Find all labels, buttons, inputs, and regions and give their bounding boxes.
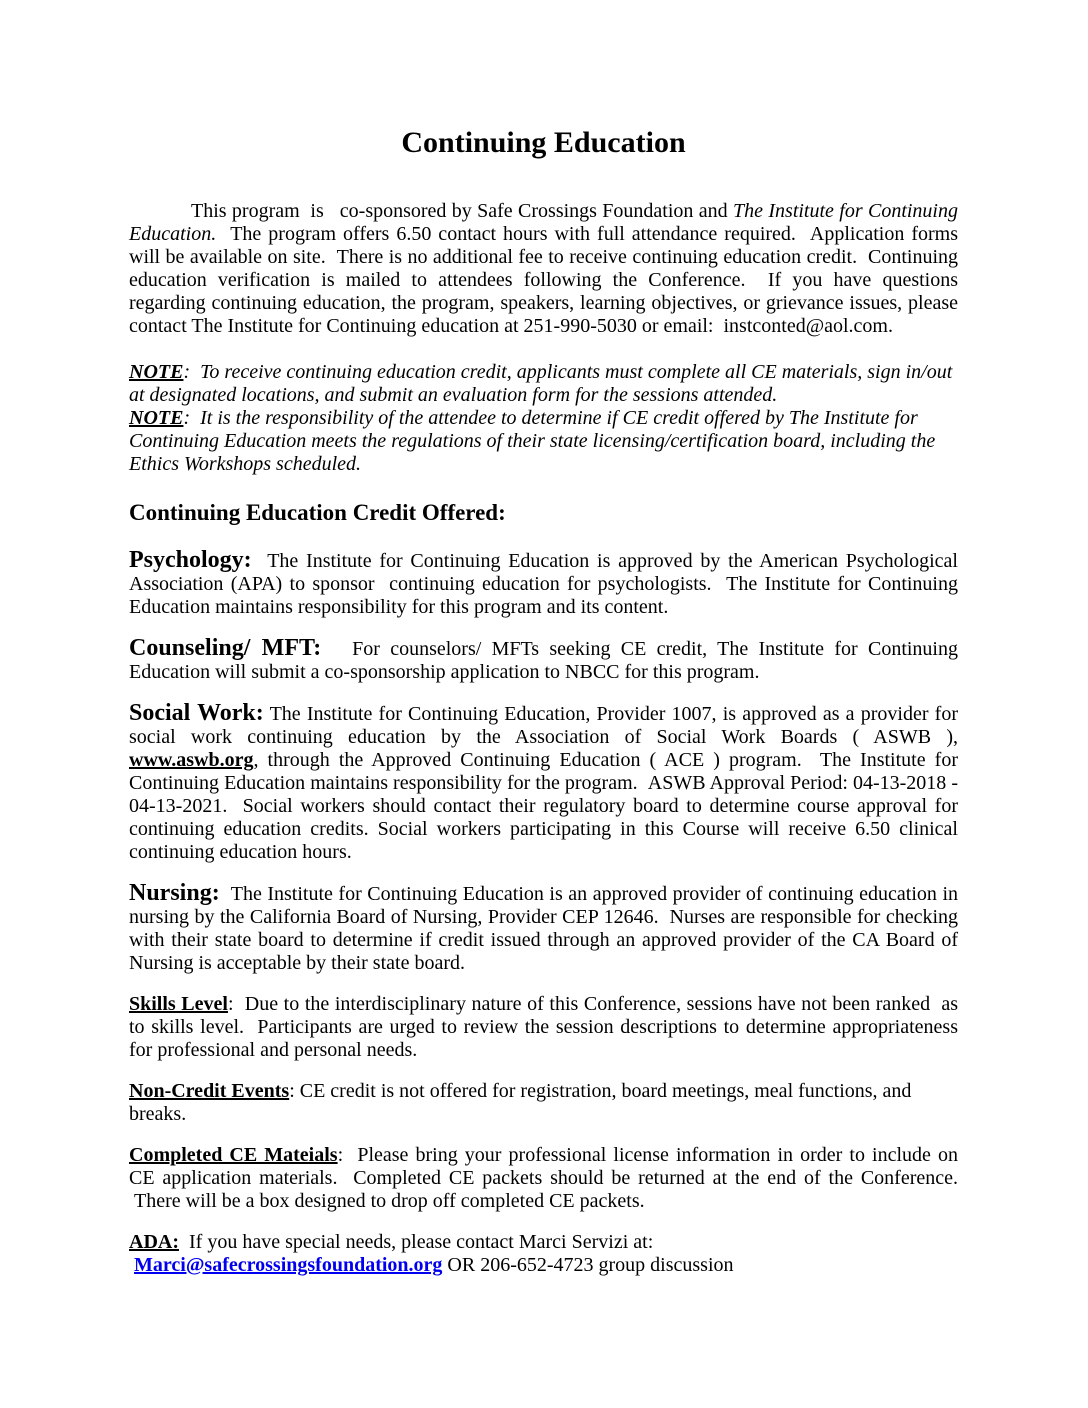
section-label-psychology: Psychology:: [129, 547, 252, 573]
note-separator: :: [183, 407, 201, 429]
aswb-website-link[interactable]: www.aswb.org: [129, 749, 254, 771]
section-text: The Institute for Continuing Education is approved by the American Psychological Association (APA) to sponsor continuing education for psychologists. The Institute for Continuing Education maintains responsibility for this program and its content.: [129, 550, 958, 618]
section-separator: :: [227, 993, 245, 1015]
section-text: The Institute for Continuing Education, Provider 1007, is approved as a provider for social work continuing education by the Association of Social Work Boards ( ASWB ),: [129, 703, 958, 748]
section-separator: :: [289, 1080, 300, 1102]
note-separator: :: [183, 361, 201, 383]
section-text: Please bring your professional license information in order to include on CE application materials. Completed CE packets should be returned at the end of the Conference. There will be a box designed to drop off completed CE packets.: [129, 1144, 959, 1212]
section-text: , through the Approved Continuing Education ( ACE ) program. The Institute for Continuing Education maintains responsibility for the program. ASWB Approval Period: 04-13-2018 - 04-13-2021. Social workers should contact their regulatory board to determine course approval for continuing education credits. Social workers participating in this Course will receive 6.50 clinical continuing education hours.: [129, 749, 958, 863]
note-text: To receive continuing education credit, applicants must complete all CE materials, sign in/out at designated locations, and submit an evaluation form for the sessions attended.: [129, 361, 953, 406]
section-label-counseling-mft: Counseling/ MFT:: [129, 635, 322, 661]
section-text: Due to the interdisciplinary nature of this Conference, sessions have not been ranked as to skills level. Participants are urged to review the session descriptions to determine appropriateness for professional and personal needs.: [129, 993, 959, 1061]
note-text: It is the responsibility of the attendee to determine if CE credit offered by The Institute for Continuing Education meets the regulations of their state licensing/certification board, including the Ethics Workshops scheduled.: [129, 407, 936, 475]
section-label-ada: ADA:: [129, 1231, 179, 1253]
section-psychology: [129, 549, 958, 619]
section-counseling-mft: [129, 637, 958, 684]
section-completed-ce-materials: [129, 1144, 958, 1213]
intro-publisher-name: The Institute for Continuing Education.: [129, 200, 958, 245]
credit-offered-heading: Continuing Education Credit Offered:: [129, 500, 506, 525]
note-label: NOTE: [129, 407, 184, 429]
section-social-work: [129, 702, 958, 864]
note-attendee-responsibility: [129, 407, 958, 476]
section-text: For counselors/ MFTs seeking CE credit, The Institute for Continuing Education will submit a co-sponsorship application to NBCC for this program.: [129, 638, 958, 683]
intro-paragraph: [129, 200, 958, 338]
section-non-credit-events: [129, 1080, 958, 1126]
section-label-social-work: Social Work:: [129, 700, 264, 726]
section-skills-level: [129, 993, 958, 1062]
ada-contact-email-link[interactable]: Marci@safecrossingsfoundation.org: [134, 1254, 443, 1276]
note-ce-materials: [129, 361, 958, 407]
section-label-nursing: Nursing:: [129, 880, 220, 906]
intro-text-end: The program offers 6.50 contact hours with full attendance required. Application forms will be available on site. There is no additional fee to receive continuing education credit. Continuing education verification is mailed to attendees following the Conference. If you have questions regarding continuing education, the program, speakers, learning objectives, or grievance issues, please contact The Institute for Continuing education at 251-990-5030 or email: instconted@aol.com.: [129, 223, 958, 337]
page-title: Continuing Education: [401, 126, 686, 159]
intro-text-start: This program is co-sponsored by Safe Crossings Foundation and: [191, 200, 734, 222]
section-text: The Institute for Continuing Education is an approved provider of continuing education in nursing by the California Board of Nursing, Provider CEP 12646. Nurses are responsible for checking with their state board to determine if credit issued through an approved provider of the CA Board of Nursing is acceptable by their state board.: [129, 883, 958, 974]
section-text: If you have special needs, please contact Marci Servizi at:: [129, 1231, 654, 1276]
section-ada: [129, 1231, 958, 1277]
note-label: NOTE: [129, 361, 184, 383]
notes-block: [129, 361, 958, 476]
section-text: OR 206-652-4723 group discussion: [442, 1254, 734, 1276]
section-label-non-credit-events: Non-Credit Events: [129, 1080, 290, 1102]
section-label-completed-ce-materials: Completed CE Mateials: [129, 1144, 338, 1166]
section-nursing: [129, 882, 958, 975]
section-label-skills-level: Skills Level: [129, 993, 228, 1015]
section-text: CE credit is not offered for registration, board meetings, meal functions, and breaks.: [129, 1080, 912, 1125]
section-separator: :: [337, 1144, 358, 1166]
